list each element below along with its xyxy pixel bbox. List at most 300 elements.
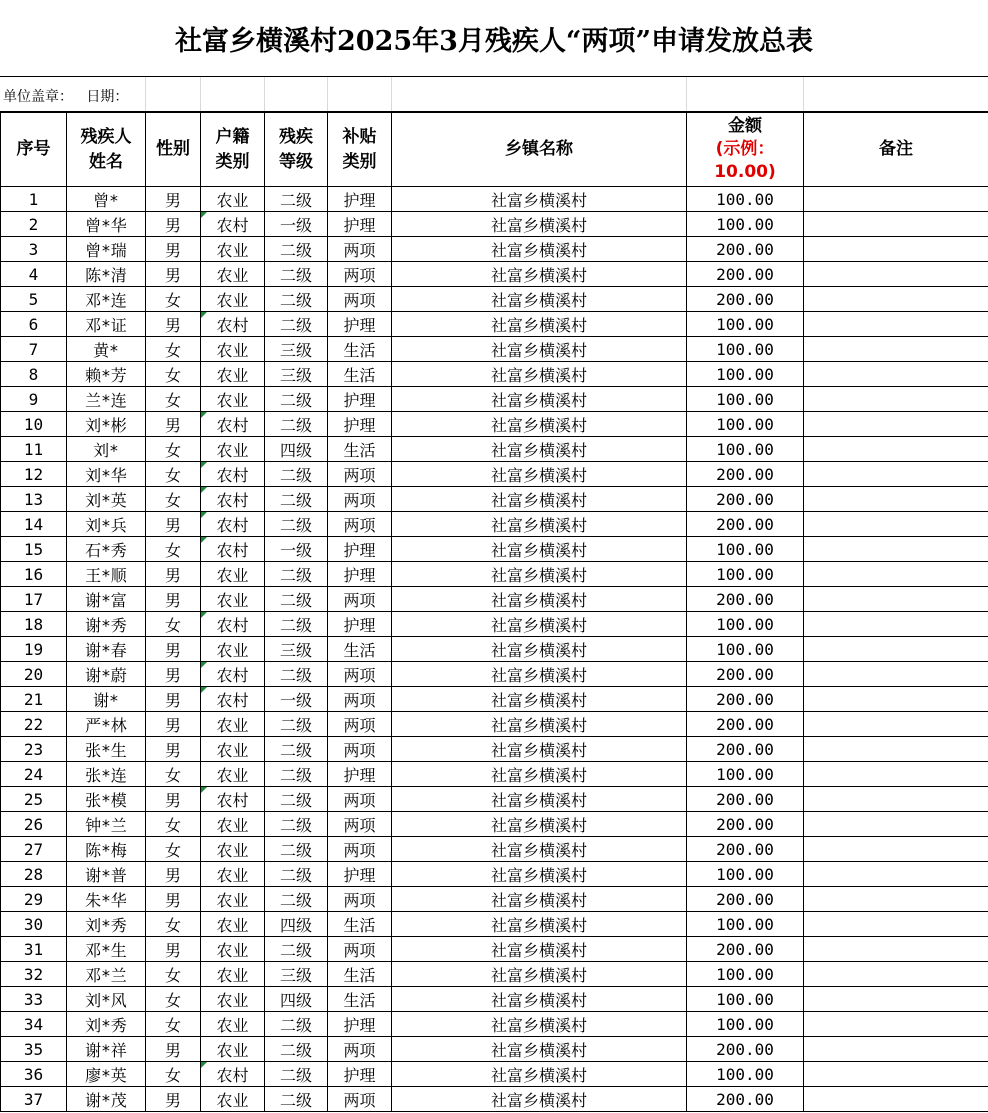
cell-level[interactable]: 二级 (265, 387, 328, 412)
cell-amount[interactable]: 100.00 (687, 537, 804, 562)
cell-remark[interactable] (804, 912, 988, 937)
cell-subsidy-type[interactable]: 护理 (328, 612, 392, 637)
cell-hukou[interactable]: 农业 (201, 812, 265, 837)
cell-name[interactable]: 张*模 (67, 787, 146, 812)
cell-level[interactable]: 二级 (265, 562, 328, 587)
cell-level[interactable]: 二级 (265, 187, 328, 212)
cell-subsidy-type[interactable]: 护理 (328, 862, 392, 887)
cell-name[interactable]: 刘*兵 (67, 512, 146, 537)
cell-seq[interactable]: 33 (1, 987, 67, 1012)
cell-seq[interactable]: 34 (1, 1012, 67, 1037)
cell-seq[interactable]: 35 (1, 1037, 67, 1062)
header-amount[interactable]: 金额 (示例： 10.00) (687, 113, 804, 187)
cell-amount[interactable]: 100.00 (687, 637, 804, 662)
cell-level[interactable]: 四级 (265, 987, 328, 1012)
cell-town[interactable]: 社富乡横溪村 (392, 962, 687, 987)
cell-remark[interactable] (804, 687, 988, 712)
cell-hukou[interactable]: 农业 (201, 912, 265, 937)
cell-name[interactable]: 谢*普 (67, 862, 146, 887)
cell-remark[interactable] (804, 762, 988, 787)
cell-name[interactable]: 曾*瑞 (67, 237, 146, 262)
cell-remark[interactable] (804, 562, 988, 587)
cell-gender[interactable]: 男 (146, 712, 201, 737)
cell-hukou[interactable]: 农村 (201, 537, 265, 562)
grid-cell[interactable] (686, 77, 803, 111)
cell-seq[interactable]: 30 (1, 912, 67, 937)
cell-level[interactable]: 一级 (265, 687, 328, 712)
cell-hukou[interactable]: 农村 (201, 787, 265, 812)
cell-level[interactable]: 二级 (265, 812, 328, 837)
cell-remark[interactable] (804, 712, 988, 737)
cell-remark[interactable] (804, 737, 988, 762)
cell-remark[interactable] (804, 437, 988, 462)
cell-amount[interactable]: 200.00 (687, 837, 804, 862)
cell-name[interactable]: 谢*蔚 (67, 662, 146, 687)
cell-seq[interactable]: 20 (1, 662, 67, 687)
cell-subsidy-type[interactable]: 两项 (328, 737, 392, 762)
cell-seq[interactable]: 17 (1, 587, 67, 612)
cell-level[interactable]: 二级 (265, 612, 328, 637)
cell-hukou[interactable]: 农业 (201, 737, 265, 762)
cell-gender[interactable]: 女 (146, 762, 201, 787)
cell-remark[interactable] (804, 937, 988, 962)
cell-name[interactable]: 陈*梅 (67, 837, 146, 862)
cell-remark[interactable] (804, 1087, 988, 1112)
cell-amount[interactable]: 200.00 (687, 1087, 804, 1112)
cell-remark[interactable] (804, 787, 988, 812)
cell-name[interactable]: 张*连 (67, 762, 146, 787)
cell-hukou[interactable]: 农业 (201, 962, 265, 987)
cell-town[interactable]: 社富乡横溪村 (392, 562, 687, 587)
cell-hukou[interactable]: 农业 (201, 887, 265, 912)
cell-town[interactable]: 社富乡横溪村 (392, 1062, 687, 1087)
cell-seq[interactable]: 11 (1, 437, 67, 462)
cell-subsidy-type[interactable]: 两项 (328, 587, 392, 612)
cell-seq[interactable]: 10 (1, 412, 67, 437)
cell-seq[interactable]: 9 (1, 387, 67, 412)
header-gender[interactable]: 性别 (146, 113, 201, 187)
cell-seq[interactable]: 18 (1, 612, 67, 637)
cell-subsidy-type[interactable]: 两项 (328, 687, 392, 712)
cell-amount[interactable]: 200.00 (687, 787, 804, 812)
cell-remark[interactable] (804, 287, 988, 312)
cell-gender[interactable]: 男 (146, 512, 201, 537)
cell-subsidy-type[interactable]: 两项 (328, 1037, 392, 1062)
cell-amount[interactable]: 200.00 (687, 487, 804, 512)
cell-hukou[interactable]: 农业 (201, 637, 265, 662)
cell-gender[interactable]: 女 (146, 462, 201, 487)
cell-remark[interactable] (804, 987, 988, 1012)
cell-town[interactable]: 社富乡横溪村 (392, 262, 687, 287)
cell-subsidy-type[interactable]: 两项 (328, 812, 392, 837)
cell-subsidy-type[interactable]: 生活 (328, 962, 392, 987)
cell-hukou[interactable]: 农业 (201, 437, 265, 462)
cell-town[interactable]: 社富乡横溪村 (392, 1037, 687, 1062)
cell-name[interactable]: 邓*连 (67, 287, 146, 312)
cell-hukou[interactable]: 农业 (201, 987, 265, 1012)
cell-town[interactable]: 社富乡横溪村 (392, 437, 687, 462)
cell-amount[interactable]: 100.00 (687, 337, 804, 362)
cell-seq[interactable]: 8 (1, 362, 67, 387)
cell-name[interactable]: 刘*秀 (67, 912, 146, 937)
cell-level[interactable]: 二级 (265, 1087, 328, 1112)
cell-amount[interactable]: 200.00 (687, 287, 804, 312)
cell-seq[interactable]: 1 (1, 187, 67, 212)
cell-level[interactable]: 二级 (265, 512, 328, 537)
cell-hukou[interactable]: 农业 (201, 762, 265, 787)
header-name[interactable]: 残疾人 姓名 (67, 113, 146, 187)
cell-seq[interactable]: 26 (1, 812, 67, 837)
cell-hukou[interactable]: 农业 (201, 287, 265, 312)
cell-amount[interactable]: 100.00 (687, 212, 804, 237)
cell-subsidy-type[interactable]: 护理 (328, 1012, 392, 1037)
cell-gender[interactable]: 男 (146, 412, 201, 437)
cell-level[interactable]: 二级 (265, 1037, 328, 1062)
cell-hukou[interactable]: 农村 (201, 212, 265, 237)
cell-seq[interactable]: 24 (1, 762, 67, 787)
cell-subsidy-type[interactable]: 两项 (328, 662, 392, 687)
cell-hukou[interactable]: 农村 (201, 312, 265, 337)
grid-cell[interactable] (264, 77, 327, 111)
cell-seq[interactable]: 37 (1, 1087, 67, 1112)
cell-subsidy-type[interactable]: 两项 (328, 1087, 392, 1112)
cell-subsidy-type[interactable]: 两项 (328, 787, 392, 812)
cell-name[interactable]: 谢*春 (67, 637, 146, 662)
cell-town[interactable]: 社富乡横溪村 (392, 762, 687, 787)
cell-remark[interactable] (804, 537, 988, 562)
cell-town[interactable]: 社富乡横溪村 (392, 787, 687, 812)
cell-seq[interactable]: 12 (1, 462, 67, 487)
cell-subsidy-type[interactable]: 生活 (328, 362, 392, 387)
cell-town[interactable]: 社富乡横溪村 (392, 387, 687, 412)
cell-name[interactable]: 廖*英 (67, 1062, 146, 1087)
cell-name[interactable]: 谢*茂 (67, 1087, 146, 1112)
cell-hukou[interactable]: 农业 (201, 362, 265, 387)
cell-town[interactable]: 社富乡横溪村 (392, 812, 687, 837)
cell-seq[interactable]: 19 (1, 637, 67, 662)
cell-level[interactable]: 二级 (265, 762, 328, 787)
cell-remark[interactable] (804, 312, 988, 337)
cell-town[interactable]: 社富乡横溪村 (392, 712, 687, 737)
cell-subsidy-type[interactable]: 两项 (328, 287, 392, 312)
cell-level[interactable]: 三级 (265, 637, 328, 662)
cell-hukou[interactable]: 农业 (201, 562, 265, 587)
cell-level[interactable]: 二级 (265, 837, 328, 862)
cell-level[interactable]: 二级 (265, 937, 328, 962)
cell-amount[interactable]: 100.00 (687, 387, 804, 412)
cell-subsidy-type[interactable]: 护理 (328, 187, 392, 212)
cell-gender[interactable]: 男 (146, 862, 201, 887)
cell-name[interactable]: 谢*富 (67, 587, 146, 612)
cell-remark[interactable] (804, 212, 988, 237)
cell-subsidy-type[interactable]: 护理 (328, 562, 392, 587)
cell-amount[interactable]: 100.00 (687, 312, 804, 337)
cell-level[interactable]: 一级 (265, 537, 328, 562)
cell-hukou[interactable]: 农业 (201, 712, 265, 737)
cell-name[interactable]: 兰*连 (67, 387, 146, 412)
cell-gender[interactable]: 女 (146, 437, 201, 462)
cell-hukou[interactable]: 农业 (201, 237, 265, 262)
cell-name[interactable]: 张*生 (67, 737, 146, 762)
cell-hukou[interactable]: 农业 (201, 1012, 265, 1037)
cell-remark[interactable] (804, 387, 988, 412)
cell-amount[interactable]: 100.00 (687, 412, 804, 437)
cell-level[interactable]: 二级 (265, 237, 328, 262)
cell-level[interactable]: 三级 (265, 337, 328, 362)
cell-remark[interactable] (804, 837, 988, 862)
cell-remark[interactable] (804, 262, 988, 287)
cell-amount[interactable]: 100.00 (687, 612, 804, 637)
cell-hukou[interactable]: 农村 (201, 612, 265, 637)
cell-amount[interactable]: 200.00 (687, 237, 804, 262)
cell-amount[interactable]: 100.00 (687, 762, 804, 787)
cell-gender[interactable]: 女 (146, 987, 201, 1012)
cell-level[interactable]: 二级 (265, 587, 328, 612)
cell-remark[interactable] (804, 512, 988, 537)
cell-level[interactable]: 二级 (265, 312, 328, 337)
cell-level[interactable]: 二级 (265, 1012, 328, 1037)
cell-gender[interactable]: 男 (146, 787, 201, 812)
cell-seq[interactable]: 21 (1, 687, 67, 712)
cell-gender[interactable]: 男 (146, 687, 201, 712)
cell-town[interactable]: 社富乡横溪村 (392, 987, 687, 1012)
cell-name[interactable]: 曾* (67, 187, 146, 212)
cell-gender[interactable]: 男 (146, 187, 201, 212)
cell-hukou[interactable]: 农业 (201, 187, 265, 212)
grid-cell[interactable] (145, 77, 200, 111)
cell-hukou[interactable]: 农村 (201, 1062, 265, 1087)
cell-level[interactable]: 二级 (265, 737, 328, 762)
cell-gender[interactable]: 男 (146, 737, 201, 762)
cell-subsidy-type[interactable]: 两项 (328, 487, 392, 512)
cell-town[interactable]: 社富乡横溪村 (392, 487, 687, 512)
grid-cell[interactable] (803, 77, 988, 111)
cell-remark[interactable] (804, 612, 988, 637)
cell-town[interactable]: 社富乡横溪村 (392, 537, 687, 562)
cell-seq[interactable]: 7 (1, 337, 67, 362)
cell-seq[interactable]: 5 (1, 287, 67, 312)
cell-hukou[interactable]: 农业 (201, 937, 265, 962)
cell-town[interactable]: 社富乡横溪村 (392, 187, 687, 212)
cell-remark[interactable] (804, 862, 988, 887)
cell-subsidy-type[interactable]: 生活 (328, 987, 392, 1012)
cell-seq[interactable]: 29 (1, 887, 67, 912)
cell-amount[interactable]: 100.00 (687, 1012, 804, 1037)
cell-subsidy-type[interactable]: 两项 (328, 512, 392, 537)
cell-subsidy-type[interactable]: 护理 (328, 312, 392, 337)
header-level[interactable]: 残疾 等级 (265, 113, 328, 187)
cell-town[interactable]: 社富乡横溪村 (392, 312, 687, 337)
cell-gender[interactable]: 女 (146, 362, 201, 387)
cell-town[interactable]: 社富乡横溪村 (392, 612, 687, 637)
cell-gender[interactable]: 女 (146, 812, 201, 837)
cell-hukou[interactable]: 农村 (201, 412, 265, 437)
cell-gender[interactable]: 男 (146, 662, 201, 687)
cell-seq[interactable]: 14 (1, 512, 67, 537)
cell-hukou[interactable]: 农村 (201, 487, 265, 512)
cell-level[interactable]: 四级 (265, 912, 328, 937)
cell-town[interactable]: 社富乡横溪村 (392, 362, 687, 387)
cell-subsidy-type[interactable]: 两项 (328, 887, 392, 912)
cell-subsidy-type[interactable]: 两项 (328, 712, 392, 737)
cell-name[interactable]: 刘*彬 (67, 412, 146, 437)
cell-amount[interactable]: 200.00 (687, 662, 804, 687)
cell-town[interactable]: 社富乡横溪村 (392, 337, 687, 362)
cell-gender[interactable]: 女 (146, 287, 201, 312)
cell-amount[interactable]: 200.00 (687, 462, 804, 487)
cell-gender[interactable]: 男 (146, 587, 201, 612)
cell-level[interactable]: 四级 (265, 437, 328, 462)
cell-remark[interactable] (804, 637, 988, 662)
cell-gender[interactable]: 女 (146, 387, 201, 412)
cell-amount[interactable]: 100.00 (687, 987, 804, 1012)
cell-gender[interactable]: 男 (146, 1037, 201, 1062)
cell-gender[interactable]: 男 (146, 887, 201, 912)
cell-hukou[interactable]: 农业 (201, 337, 265, 362)
cell-name[interactable]: 邓*生 (67, 937, 146, 962)
header-hukou[interactable]: 户籍 类别 (201, 113, 265, 187)
cell-amount[interactable]: 100.00 (687, 562, 804, 587)
cell-remark[interactable] (804, 1062, 988, 1087)
cell-name[interactable]: 谢*秀 (67, 612, 146, 637)
cell-remark[interactable] (804, 1037, 988, 1062)
cell-amount[interactable]: 200.00 (687, 937, 804, 962)
cell-gender[interactable]: 男 (146, 237, 201, 262)
cell-amount[interactable]: 200.00 (687, 687, 804, 712)
cell-amount[interactable]: 200.00 (687, 1037, 804, 1062)
cell-level[interactable]: 二级 (265, 262, 328, 287)
cell-remark[interactable] (804, 887, 988, 912)
cell-name[interactable]: 刘* (67, 437, 146, 462)
cell-amount[interactable]: 100.00 (687, 1062, 804, 1087)
cell-seq[interactable]: 4 (1, 262, 67, 287)
cell-gender[interactable]: 男 (146, 312, 201, 337)
cell-town[interactable]: 社富乡横溪村 (392, 1087, 687, 1112)
cell-hukou[interactable]: 农业 (201, 587, 265, 612)
cell-name[interactable]: 严*林 (67, 712, 146, 737)
cell-name[interactable]: 谢* (67, 687, 146, 712)
cell-gender[interactable]: 女 (146, 1012, 201, 1037)
cell-remark[interactable] (804, 962, 988, 987)
cell-subsidy-type[interactable]: 护理 (328, 537, 392, 562)
cell-subsidy-type[interactable]: 两项 (328, 237, 392, 262)
cell-remark[interactable] (804, 487, 988, 512)
cell-hukou[interactable]: 农业 (201, 862, 265, 887)
cell-amount[interactable]: 100.00 (687, 187, 804, 212)
cell-town[interactable]: 社富乡横溪村 (392, 737, 687, 762)
cell-level[interactable]: 三级 (265, 362, 328, 387)
cell-level[interactable]: 二级 (265, 862, 328, 887)
cell-gender[interactable]: 男 (146, 212, 201, 237)
cell-name[interactable]: 钟*兰 (67, 812, 146, 837)
header-subsidy-type[interactable]: 补贴 类别 (328, 113, 392, 187)
cell-subsidy-type[interactable]: 两项 (328, 262, 392, 287)
cell-amount[interactable]: 200.00 (687, 587, 804, 612)
cell-subsidy-type[interactable]: 两项 (328, 937, 392, 962)
cell-seq[interactable]: 28 (1, 862, 67, 887)
cell-seq[interactable]: 22 (1, 712, 67, 737)
cell-gender[interactable]: 男 (146, 637, 201, 662)
cell-name[interactable]: 曾*华 (67, 212, 146, 237)
cell-gender[interactable]: 女 (146, 837, 201, 862)
cell-remark[interactable] (804, 462, 988, 487)
cell-amount[interactable]: 100.00 (687, 362, 804, 387)
cell-name[interactable]: 邓*兰 (67, 962, 146, 987)
cell-hukou[interactable]: 农业 (201, 262, 265, 287)
cell-seq[interactable]: 25 (1, 787, 67, 812)
cell-subsidy-type[interactable]: 护理 (328, 1062, 392, 1087)
cell-amount[interactable]: 200.00 (687, 262, 804, 287)
cell-remark[interactable] (804, 1012, 988, 1037)
cell-name[interactable]: 石*秀 (67, 537, 146, 562)
cell-subsidy-type[interactable]: 生活 (328, 337, 392, 362)
cell-name[interactable]: 朱*华 (67, 887, 146, 912)
cell-hukou[interactable]: 农业 (201, 1087, 265, 1112)
cell-hukou[interactable]: 农业 (201, 837, 265, 862)
cell-gender[interactable]: 男 (146, 937, 201, 962)
cell-subsidy-type[interactable]: 护理 (328, 387, 392, 412)
cell-level[interactable]: 二级 (265, 287, 328, 312)
cell-level[interactable]: 二级 (265, 412, 328, 437)
cell-gender[interactable]: 女 (146, 962, 201, 987)
cell-town[interactable]: 社富乡横溪村 (392, 512, 687, 537)
cell-town[interactable]: 社富乡横溪村 (392, 887, 687, 912)
cell-town[interactable]: 社富乡横溪村 (392, 862, 687, 887)
cell-hukou[interactable]: 农村 (201, 687, 265, 712)
cell-amount[interactable]: 200.00 (687, 737, 804, 762)
cell-gender[interactable]: 女 (146, 487, 201, 512)
cell-level[interactable]: 二级 (265, 1062, 328, 1087)
cell-hukou[interactable]: 农业 (201, 387, 265, 412)
cell-town[interactable]: 社富乡横溪村 (392, 412, 687, 437)
cell-seq[interactable]: 13 (1, 487, 67, 512)
header-seq[interactable]: 序号 (1, 113, 67, 187)
cell-remark[interactable] (804, 662, 988, 687)
cell-seq[interactable]: 36 (1, 1062, 67, 1087)
cell-level[interactable]: 二级 (265, 462, 328, 487)
cell-hukou[interactable]: 农村 (201, 662, 265, 687)
cell-name[interactable]: 赖*芳 (67, 362, 146, 387)
cell-level[interactable]: 二级 (265, 787, 328, 812)
header-town[interactable]: 乡镇名称 (392, 113, 687, 187)
cell-town[interactable]: 社富乡横溪村 (392, 287, 687, 312)
cell-subsidy-type[interactable]: 两项 (328, 462, 392, 487)
cell-hukou[interactable]: 农村 (201, 512, 265, 537)
grid-cell[interactable] (327, 77, 391, 111)
cell-subsidy-type[interactable]: 生活 (328, 912, 392, 937)
cell-seq[interactable]: 15 (1, 537, 67, 562)
cell-hukou[interactable]: 农业 (201, 1037, 265, 1062)
cell-town[interactable]: 社富乡横溪村 (392, 212, 687, 237)
cell-town[interactable]: 社富乡横溪村 (392, 462, 687, 487)
cell-level[interactable]: 二级 (265, 487, 328, 512)
cell-seq[interactable]: 32 (1, 962, 67, 987)
cell-gender[interactable]: 男 (146, 262, 201, 287)
cell-town[interactable]: 社富乡横溪村 (392, 637, 687, 662)
cell-name[interactable]: 刘*英 (67, 487, 146, 512)
cell-seq[interactable]: 6 (1, 312, 67, 337)
cell-town[interactable]: 社富乡横溪村 (392, 1012, 687, 1037)
cell-town[interactable]: 社富乡横溪村 (392, 937, 687, 962)
cell-amount[interactable]: 100.00 (687, 962, 804, 987)
cell-name[interactable]: 刘*华 (67, 462, 146, 487)
grid-cell[interactable] (391, 77, 686, 111)
cell-seq[interactable]: 3 (1, 237, 67, 262)
cell-subsidy-type[interactable]: 护理 (328, 762, 392, 787)
cell-seq[interactable]: 16 (1, 562, 67, 587)
cell-subsidy-type[interactable]: 护理 (328, 212, 392, 237)
cell-amount[interactable]: 200.00 (687, 812, 804, 837)
